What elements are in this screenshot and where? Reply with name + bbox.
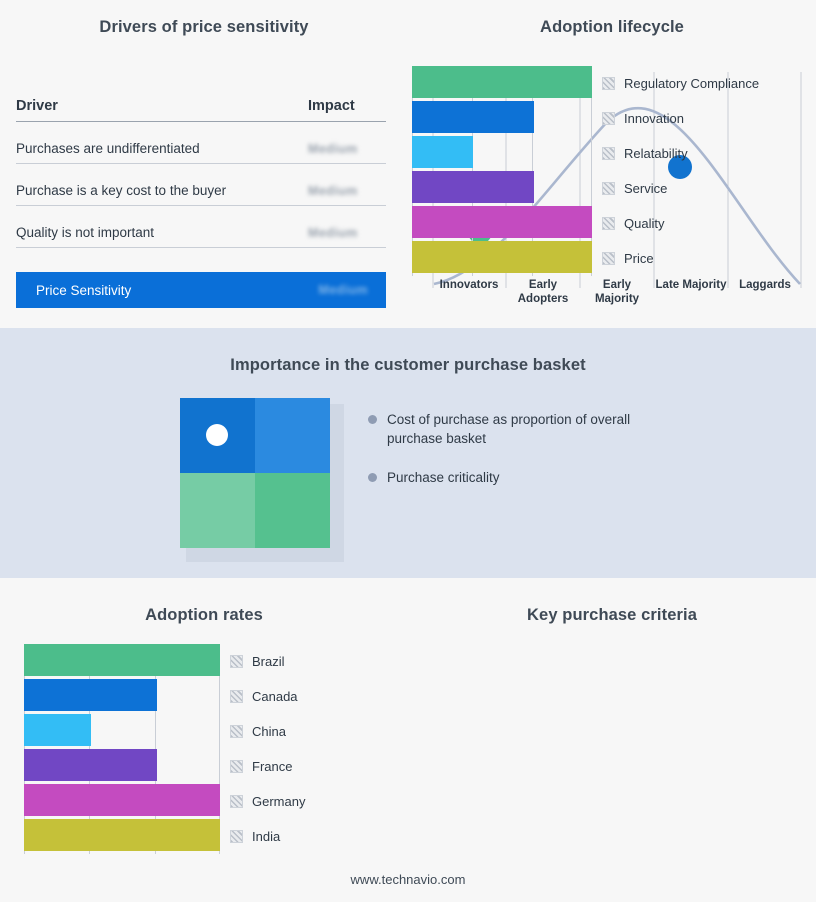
swatch-hatch-icon xyxy=(602,252,615,265)
list-item xyxy=(230,784,305,819)
swatch-hatch-icon xyxy=(230,655,243,668)
footer-url: www.technavio.com xyxy=(350,872,466,887)
legend-label: Cost of purchase as proportion of overall purchase basket xyxy=(387,412,631,446)
list-item xyxy=(368,468,668,487)
bar-row xyxy=(412,101,592,133)
purchase-basket-panel xyxy=(0,328,816,578)
list-item xyxy=(602,241,759,276)
swatch-hatch-icon xyxy=(602,182,615,195)
bar-relatability xyxy=(412,136,473,168)
driver-name: Quality is not important xyxy=(16,225,155,240)
swatch-hatch-icon xyxy=(602,77,615,90)
swatch-hatch-icon xyxy=(602,147,615,160)
bar-row xyxy=(412,241,592,273)
stage-label-late-majority: Late Majority xyxy=(655,279,727,291)
swatch-hatch-icon xyxy=(230,760,243,773)
bar-innovation xyxy=(412,101,534,133)
basket-legend xyxy=(368,410,668,507)
list-item xyxy=(602,136,759,171)
price-sensitivity-value: Medium xyxy=(318,283,368,297)
bar-row xyxy=(412,206,592,238)
bar-row xyxy=(24,749,220,781)
legend-label: Germany xyxy=(252,794,306,809)
list-item xyxy=(230,819,305,854)
table-row xyxy=(16,206,386,248)
legend-label: Innovation xyxy=(624,111,684,126)
list-item xyxy=(602,171,759,206)
lifecycle-stage-labels xyxy=(432,278,802,322)
key-purchase-criteria-legend xyxy=(602,66,759,276)
legend-bullet-icon xyxy=(368,415,377,424)
legend-label: Price xyxy=(624,251,654,266)
driver-name: Purchase is a key cost to the buyer xyxy=(16,183,227,198)
page-title-adoption-rates: Adoption rates xyxy=(145,606,263,624)
adoption-rates-panel xyxy=(0,578,408,902)
bar-france xyxy=(24,749,157,781)
quadrant-cell-top-right xyxy=(255,398,330,473)
table-row xyxy=(16,122,386,164)
list-item xyxy=(230,714,305,749)
legend-label: Service xyxy=(624,181,668,196)
table-row xyxy=(16,164,386,206)
legend-label: Brazil xyxy=(252,654,285,669)
legend-label: Relatability xyxy=(624,146,688,161)
swatch-hatch-icon xyxy=(230,690,243,703)
bar-regulatory-compliance xyxy=(412,66,592,98)
bar-price xyxy=(412,241,592,273)
page-title-drivers: Drivers of price sensitivity xyxy=(99,18,309,36)
driver-impact: Medium xyxy=(308,142,358,156)
driver-name: Purchases are undifferentiated xyxy=(16,141,200,156)
stage-label-early-majority: Early Majority xyxy=(594,279,640,305)
adoption-rates-chart xyxy=(24,644,220,854)
drivers-table xyxy=(16,84,386,248)
quadrant-cell-bottom-left xyxy=(180,473,255,548)
quadrant-grid xyxy=(180,398,330,548)
bar-quality xyxy=(412,206,592,238)
bar-row xyxy=(24,819,220,851)
bar-row xyxy=(24,714,220,746)
key-purchase-criteria-chart xyxy=(412,66,592,276)
bar-row xyxy=(24,784,220,816)
bar-row xyxy=(412,66,592,98)
stage-label-early-adopters: Early Adopters xyxy=(517,279,569,305)
legend-label: Regulatory Compliance xyxy=(624,76,760,91)
bar-row xyxy=(412,136,592,168)
bar-india xyxy=(24,819,220,851)
position-marker-dot xyxy=(206,424,228,446)
legend-label: Canada xyxy=(252,689,298,704)
adoption-rates-legend xyxy=(230,644,305,854)
swatch-hatch-icon xyxy=(230,795,243,808)
legend-label: India xyxy=(252,829,281,844)
quadrant-matrix xyxy=(180,398,338,556)
price-sensitivity-summary-bar xyxy=(16,272,386,308)
stage-label-laggards: Laggards xyxy=(739,279,791,291)
bar-row xyxy=(412,171,592,203)
stage-label-innovators: Innovators xyxy=(439,279,499,291)
legend-label: Quality xyxy=(624,216,665,231)
table-header-row xyxy=(16,84,386,122)
bar-row xyxy=(24,679,220,711)
driver-impact: Medium xyxy=(308,226,358,240)
bar-china xyxy=(24,714,91,746)
bar-canada xyxy=(24,679,157,711)
column-header-driver: Driver xyxy=(16,98,58,114)
swatch-hatch-icon xyxy=(230,830,243,843)
legend-label: France xyxy=(252,759,293,774)
page-title-criteria: Key purchase criteria xyxy=(527,606,697,624)
legend-label: China xyxy=(252,724,286,739)
bar-germany xyxy=(24,784,220,816)
list-item xyxy=(230,644,305,679)
bar-service xyxy=(412,171,534,203)
price-sensitivity-label: Price Sensitivity xyxy=(36,282,132,298)
swatch-hatch-icon xyxy=(602,217,615,230)
drivers-of-price-sensitivity-panel xyxy=(0,0,408,328)
page-title-basket: Importance in the customer purchase basket xyxy=(230,356,586,374)
key-purchase-criteria-panel xyxy=(408,578,816,902)
list-item xyxy=(230,679,305,714)
bar-row xyxy=(24,644,220,676)
bar-brazil xyxy=(24,644,220,676)
swatch-hatch-icon xyxy=(230,725,243,738)
column-header-impact: Impact xyxy=(308,98,355,114)
legend-bullet-icon xyxy=(368,473,377,482)
driver-impact: Medium xyxy=(308,184,358,198)
list-item xyxy=(602,101,759,136)
quadrant-cell-top-left xyxy=(180,398,255,473)
list-item xyxy=(602,66,759,101)
list-item xyxy=(602,206,759,241)
list-item xyxy=(230,749,305,784)
swatch-hatch-icon xyxy=(602,112,615,125)
page-title-lifecycle: Adoption lifecycle xyxy=(540,18,684,36)
list-item xyxy=(368,410,668,448)
quadrant-cell-bottom-right xyxy=(255,473,330,548)
legend-label: Purchase criticality xyxy=(387,470,500,485)
